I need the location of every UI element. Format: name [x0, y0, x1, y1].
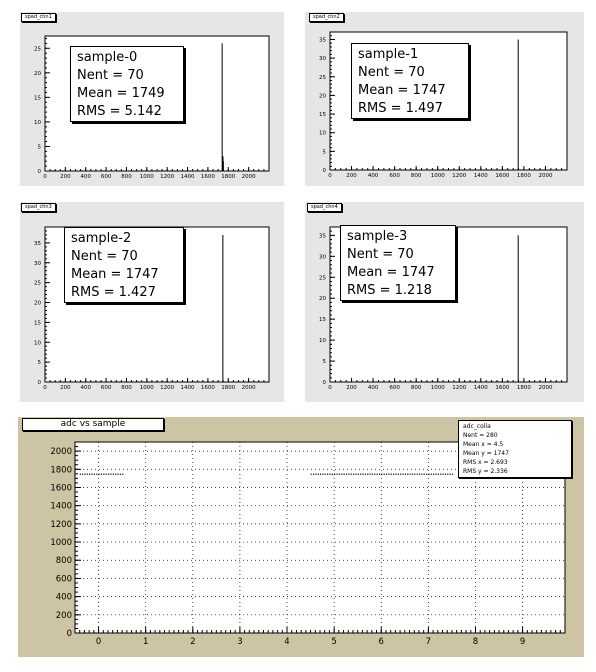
x-tick-label: 1200 [452, 173, 467, 179]
y-tick-label: 30 [34, 260, 41, 267]
stats-mean: Mean = 1749 [77, 86, 165, 101]
y-tick-label: 1800 [50, 465, 72, 476]
scatter-point [339, 474, 340, 475]
scatter-point [386, 474, 387, 475]
scatter-point [452, 474, 453, 475]
histogram-1-stats-box [70, 46, 184, 122]
y-tick-label: 600 [55, 574, 72, 585]
scatter-point [410, 474, 411, 475]
y-tick-label: 0 [37, 169, 41, 175]
scatter-point [426, 474, 427, 475]
histogram-1-name: spad_chn1 [21, 13, 56, 22]
scatter-pad [18, 417, 584, 657]
x-tick-label: 1000 [139, 385, 154, 391]
x-tick-label: 1200 [160, 385, 175, 391]
x-tick-label: 9 [519, 637, 526, 647]
stats-nent: Nent = 280 [463, 432, 498, 439]
scatter-point [117, 474, 118, 475]
y-tick-label: 15 [319, 317, 326, 324]
x-tick-label: 1800 [516, 173, 531, 179]
y-tick-label: 35 [319, 233, 326, 240]
scatter-point [443, 474, 444, 475]
y-tick-label: 10 [319, 338, 326, 345]
y-tick-label: 20 [319, 93, 326, 100]
y-tick-label: 20 [34, 70, 41, 77]
scatter-title: adc vs sample [22, 418, 164, 431]
y-tick-label: 30 [319, 56, 326, 63]
y-tick-label: 25 [319, 275, 326, 282]
x-tick-label: 8 [472, 637, 479, 647]
scatter-point [438, 474, 439, 475]
y-tick-label: 200 [55, 610, 72, 621]
histogram-2-name: spad_chn2 [309, 13, 344, 22]
y-tick-label: 1400 [50, 501, 72, 512]
scatter-point [122, 474, 123, 475]
scatter-point [320, 474, 321, 475]
histogram-pad-4 [305, 202, 584, 402]
scatter-point [332, 474, 333, 475]
scatter-point [440, 474, 441, 475]
histogram-4-name: spad_chn4 [307, 203, 342, 212]
y-tick-label: 5 [322, 149, 326, 156]
y-tick-label: 0 [322, 168, 326, 174]
x-tick-label: 600 [389, 385, 400, 391]
y-tick-label: 25 [34, 46, 41, 53]
x-tick-label: 600 [100, 174, 112, 180]
stats-nent: Nent = 70 [347, 247, 414, 262]
scatter-point [377, 474, 378, 475]
x-tick-label: 5 [331, 637, 337, 647]
x-tick-label: 1000 [139, 174, 154, 180]
y-tick-label: 5 [322, 359, 326, 366]
histogram-pad-1 [20, 12, 284, 186]
stats-rms-x: RMS x = 2.693 [463, 459, 508, 466]
scatter-point [94, 474, 95, 475]
histogram-3-name: spad_chn3 [21, 203, 56, 212]
scatter-point [428, 474, 429, 475]
y-tick-label: 15 [34, 95, 41, 102]
x-tick-label: 1000 [430, 385, 445, 391]
x-tick-label: 0 [43, 174, 47, 180]
x-tick-label: 1800 [221, 174, 236, 180]
scatter-point [391, 474, 392, 475]
x-tick-label: 800 [410, 385, 422, 391]
scatter-point [417, 474, 418, 475]
scatter-point [395, 474, 396, 475]
scatter-point [414, 474, 415, 475]
x-tick-label: 2000 [241, 174, 256, 180]
scatter-stats-box [458, 420, 572, 478]
scatter-point [108, 474, 109, 475]
stats-rms: RMS = 5.142 [77, 104, 162, 119]
scatter-point [351, 474, 352, 475]
scatter-point [87, 474, 88, 475]
histogram-4-stats-box [340, 225, 456, 301]
x-tick-label: 1600 [200, 174, 215, 180]
scatter-point [405, 474, 406, 475]
x-tick-label: 800 [121, 385, 132, 391]
x-tick-label: 2 [190, 637, 196, 647]
x-tick-label: 200 [60, 174, 71, 180]
x-tick-label: 1000 [430, 173, 445, 179]
y-tick-label: 5 [37, 144, 41, 151]
x-tick-label: 1400 [473, 385, 488, 391]
x-tick-label: 1 [142, 637, 149, 647]
scatter-point [82, 474, 83, 475]
scatter-point [113, 474, 114, 475]
scatter-point [355, 474, 356, 475]
scatter-point [91, 474, 92, 475]
stats-mean-x: Mean x = 4.5 [463, 441, 504, 448]
stats-nent: Nent = 70 [71, 249, 138, 264]
scatter-point [407, 474, 408, 475]
scatter-point [103, 474, 104, 475]
y-tick-label: 35 [34, 240, 41, 247]
scatter-point [334, 474, 335, 475]
x-tick-label: 1800 [516, 385, 531, 391]
scatter-point [110, 474, 111, 475]
scatter-point [379, 474, 380, 475]
stats-title: sample-2 [71, 231, 132, 246]
scatter-point [372, 474, 373, 475]
y-tick-label: 20 [34, 300, 41, 307]
stats-title: sample-1 [358, 47, 419, 62]
scatter-point [336, 474, 337, 475]
scatter-point [431, 474, 432, 475]
x-tick-label: 1600 [495, 173, 510, 179]
x-tick-label: 400 [367, 385, 379, 391]
y-tick-label: 5 [37, 360, 41, 367]
scatter-point [120, 474, 121, 475]
x-tick-label: 200 [346, 385, 357, 391]
y-tick-label: 0 [37, 380, 41, 386]
scatter-point [412, 474, 413, 475]
y-tick-label: 25 [319, 74, 326, 81]
x-tick-label: 2000 [538, 385, 553, 391]
scatter-point [388, 474, 389, 475]
stats-nent: Nent = 70 [358, 65, 425, 80]
scatter-point [99, 474, 100, 475]
stats-rms: RMS = 1.218 [347, 283, 432, 298]
x-tick-label: 200 [346, 173, 357, 179]
x-tick-label: 2000 [241, 385, 256, 391]
stats-mean: Mean = 1747 [347, 265, 435, 280]
scatter-point [393, 474, 394, 475]
y-tick-label: 0 [66, 629, 72, 639]
x-tick-label: 200 [60, 385, 71, 391]
scatter-point [374, 474, 375, 475]
scatter-point [384, 474, 385, 475]
scatter-point [400, 474, 401, 475]
x-tick-label: 1200 [160, 174, 175, 180]
scatter-point [106, 474, 107, 475]
x-tick-label: 1400 [180, 174, 195, 180]
y-tick-label: 10 [34, 340, 41, 347]
stats-title: sample-0 [77, 50, 138, 65]
scatter-point [435, 474, 436, 475]
y-tick-label: 0 [322, 380, 326, 386]
scatter-point [369, 474, 370, 475]
scatter-point [318, 474, 319, 475]
stats-rms: RMS = 1.497 [358, 101, 443, 116]
scatter-point [424, 474, 425, 475]
y-tick-label: 10 [34, 119, 41, 126]
scatter-point [421, 474, 422, 475]
y-tick-label: 15 [34, 320, 41, 327]
scatter-point [313, 474, 314, 475]
y-tick-label: 800 [55, 556, 72, 567]
x-tick-label: 1200 [452, 385, 467, 391]
scatter-point [101, 474, 102, 475]
x-tick-label: 400 [367, 173, 379, 179]
x-tick-label: 4 [284, 637, 290, 647]
stats-mean: Mean = 1747 [358, 83, 446, 98]
x-tick-label: 0 [95, 637, 102, 647]
stats-mean: Mean = 1747 [71, 267, 159, 282]
scatter-point [348, 474, 349, 475]
stats-name: adc_colla [463, 423, 491, 430]
scatter-point [327, 474, 328, 475]
y-tick-label: 1600 [50, 483, 72, 494]
x-tick-label: 1400 [473, 173, 488, 179]
scatter-point [341, 474, 342, 475]
x-tick-label: 600 [389, 173, 400, 179]
scatter-point [96, 474, 97, 475]
y-tick-label: 1200 [50, 519, 72, 530]
scatter-point [325, 474, 326, 475]
x-tick-label: 800 [410, 173, 422, 179]
x-tick-label: 2000 [538, 173, 553, 179]
y-tick-label: 20 [319, 296, 326, 303]
scatter-point [365, 474, 366, 475]
histogram-3-stats-box [64, 227, 184, 303]
scatter-point [311, 474, 312, 475]
scatter-point [433, 474, 434, 475]
scatter-point [322, 474, 323, 475]
scatter-point [402, 474, 403, 475]
scatter-point [381, 474, 382, 475]
x-tick-label: 7 [425, 637, 432, 647]
y-tick-label: 10 [319, 130, 326, 137]
x-tick-label: 3 [237, 637, 243, 647]
stats-rms-y: RMS y = 2.336 [463, 468, 508, 475]
scatter-point [445, 474, 446, 475]
x-tick-label: 1400 [180, 385, 195, 391]
y-tick-label: 35 [319, 37, 326, 44]
scatter-point [115, 474, 116, 475]
histogram-pad-2 [305, 12, 584, 186]
x-tick-label: 0 [43, 385, 47, 391]
scatter-point [344, 474, 345, 475]
scatter-point [450, 474, 451, 475]
x-tick-label: 1800 [221, 385, 236, 391]
scatter-point [447, 474, 448, 475]
y-tick-label: 400 [55, 592, 72, 603]
x-tick-label: 800 [121, 174, 132, 180]
scatter-point [360, 474, 361, 475]
scatter-point [353, 474, 354, 475]
scatter-point [358, 474, 359, 475]
stats-title: sample-3 [347, 229, 408, 244]
histogram-pad-3 [20, 202, 284, 402]
x-tick-label: 1600 [495, 385, 510, 391]
y-tick-label: 15 [319, 112, 326, 119]
y-tick-label: 30 [319, 254, 326, 261]
stats-mean-y: Mean y = 1747 [463, 450, 509, 457]
scatter-point [346, 474, 347, 475]
histogram-2-stats-box [351, 43, 469, 119]
x-tick-label: 6 [378, 637, 384, 647]
x-tick-label: 400 [80, 174, 91, 180]
scatter-point [367, 474, 368, 475]
x-tick-label: 0 [328, 385, 332, 391]
scatter-point [329, 474, 330, 475]
x-tick-label: 1600 [200, 385, 215, 391]
scatter-point [398, 474, 399, 475]
y-tick-label: 1000 [50, 538, 72, 549]
stats-nent: Nent = 70 [77, 68, 144, 83]
scatter-point [315, 474, 316, 475]
y-tick-label: 25 [34, 280, 41, 287]
scatter-point [89, 474, 90, 475]
x-tick-label: 0 [328, 173, 332, 179]
stats-rms: RMS = 1.427 [71, 285, 156, 300]
x-tick-label: 400 [80, 385, 91, 391]
scatter-point [84, 474, 85, 475]
scatter-point [362, 474, 363, 475]
scatter-point [419, 474, 420, 475]
y-tick-label: 2000 [50, 447, 72, 458]
scatter-point [80, 474, 81, 475]
x-tick-label: 600 [100, 385, 112, 391]
